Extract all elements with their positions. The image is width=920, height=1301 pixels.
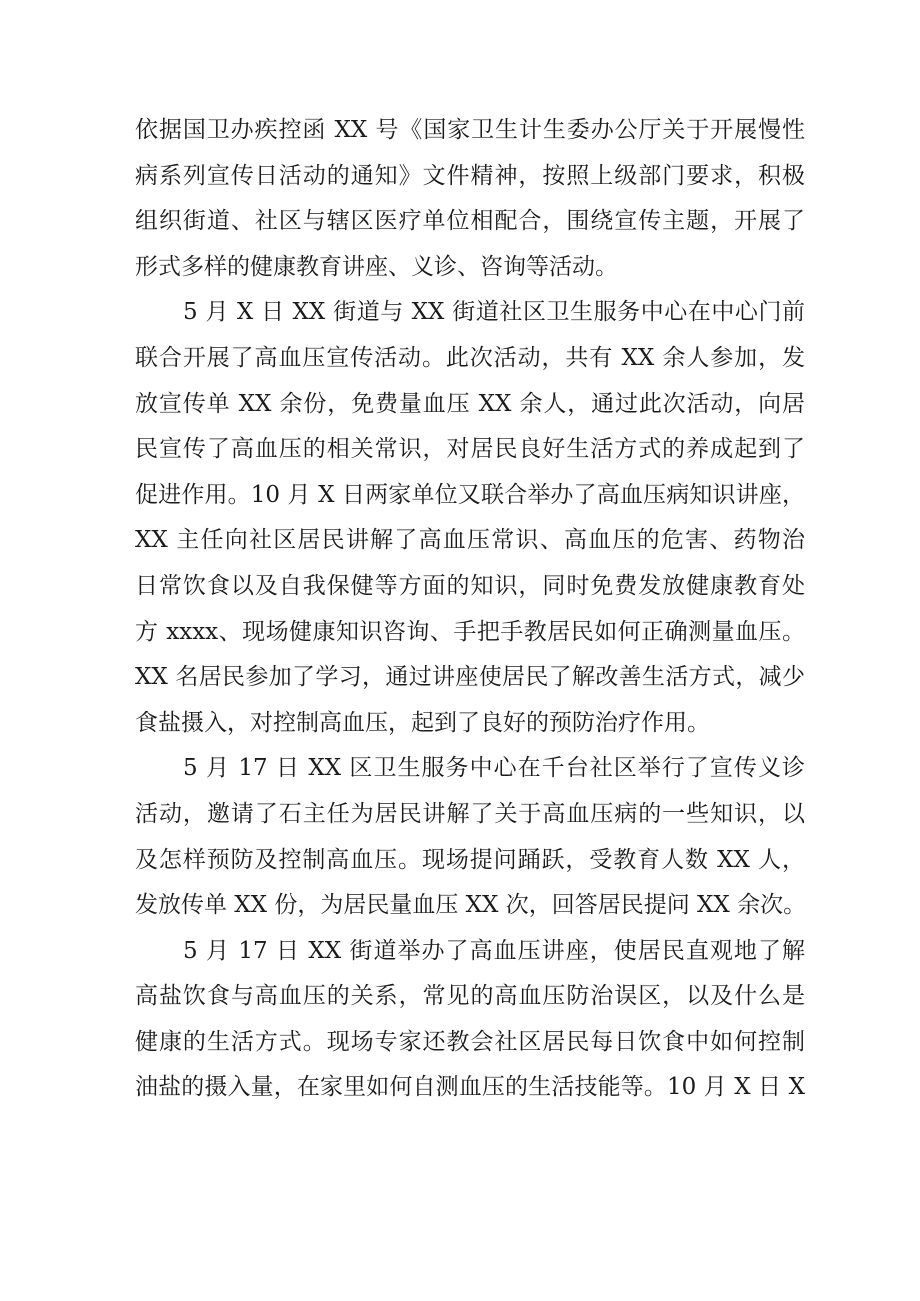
- text-line: 健康的生活方式。现场专家还教会社区居民每日饮食中如何控制: [135, 1028, 805, 1055]
- paragraph-1: [135, 108, 805, 290]
- text-line: 放宣传单 XX 余份，免费量血压 XX 余人，通过此次活动，向居: [135, 390, 805, 417]
- text-line: 方 xxxx、现场健康知识咨询、手把手教居民如何正确测量血压。: [135, 618, 805, 645]
- text-line: 组织街道、社区与辖区医疗单位相配合，围绕宣传主题，开展了: [135, 208, 805, 235]
- paragraph-4: [135, 929, 805, 1111]
- text-line: 5 月 X 日 XX 街道与 XX 街道社区卫生服务中心在中心门前: [183, 299, 805, 326]
- body-text: [135, 108, 805, 1111]
- paragraph-2: [135, 290, 805, 746]
- text-line: 依据国卫办疾控函 XX 号《国家卫生计生委办公厅关于开展慢性: [135, 117, 805, 143]
- text-line: 油盐的摄入量，在家里如何自测血压的生活技能等。10 月 X 日 X: [135, 1074, 805, 1101]
- paragraph-3: [135, 746, 805, 928]
- text-line: XX 名居民参加了学习，通过讲座使居民了解改善生活方式，减少: [135, 664, 805, 691]
- text-line: 促进作用。10 月 X 日两家单位又联合举办了高血压病知识讲座，: [135, 481, 805, 508]
- text-line: 高盐饮食与高血压的关系，常见的高血压防治误区，以及什么是: [135, 983, 805, 1010]
- text-line: 病系列宣传日活动的通知》文件精神，按照上级部门要求，积极: [135, 162, 805, 189]
- text-line: 日常饮食以及自我保健等方面的知识，同时免费发放健康教育处: [135, 572, 805, 599]
- text-line: XX 主任向社区居民讲解了高血压常识、高血压的危害、药物治: [135, 527, 805, 554]
- text-line: 活动，邀请了石主任为居民讲解了关于高血压病的一些知识，以: [135, 800, 805, 827]
- text-line: 食盐摄入，对控制高血压，起到了良好的预防治疗作用。: [135, 709, 710, 736]
- text-line: 发放传单 XX 份，为居民量血压 XX 次，回答居民提问 XX 余次。: [135, 892, 807, 919]
- text-line: 及怎样预防及控制高血压。现场提问踊跃，受教育人数 XX 人，: [135, 846, 805, 873]
- text-line: 联合开展了高血压宣传活动。此次活动，共有 XX 余人参加，发: [135, 344, 805, 371]
- text-line: 形式多样的健康教育讲座、义诊、咨询等活动。: [135, 253, 618, 280]
- text-line: 民宣传了高血压的相关常识，对居民良好生活方式的养成起到了: [135, 436, 805, 463]
- text-line: 5 月 17 日 XX 街道举办了高血压讲座，使居民直观地了解: [183, 937, 805, 964]
- text-line: 5 月 17 日 XX 区卫生服务中心在千台社区举行了宣传义诊: [183, 755, 805, 782]
